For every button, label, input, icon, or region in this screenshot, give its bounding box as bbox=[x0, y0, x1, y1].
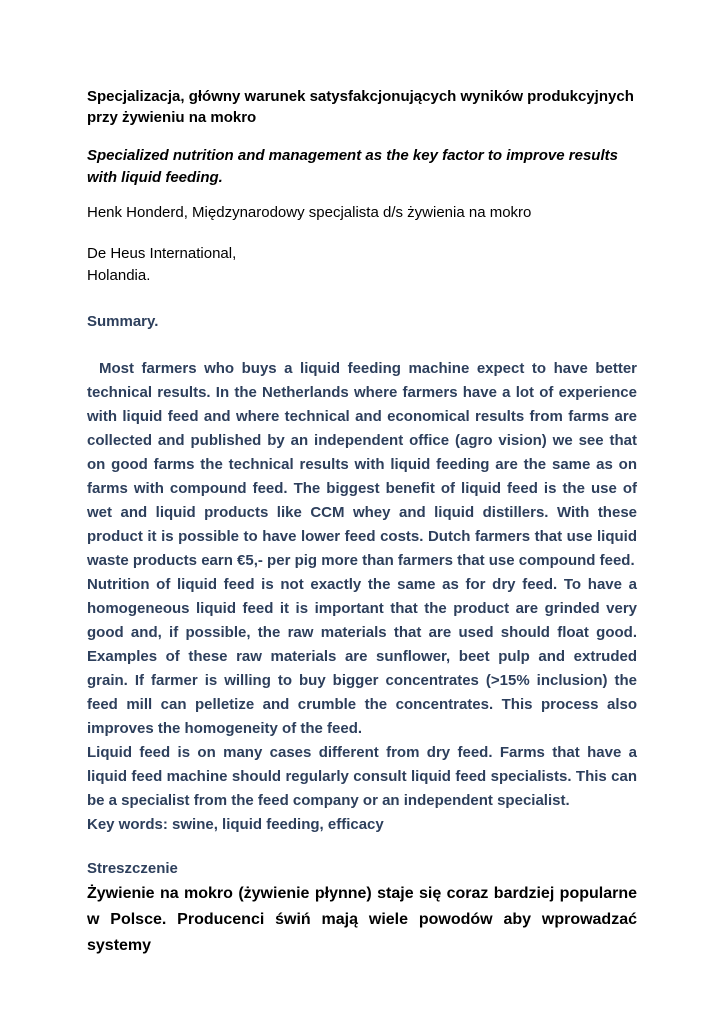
streszczenie-heading: Streszczenie bbox=[87, 860, 178, 877]
summary-paragraph: Most farmers who buys a liquid feeding machine expect to have better technical results. In the Netherlands where farmers have a lot of experience with liquid feed and where technical and economical results from farms are collected and published by an independent office (agro vision) we see that on good farms the technical results with liquid feeding are the same as on farms with compound feed. The biggest benefit of liquid feed is the use of wet and liquid products like CCM whey and liquid distillers. With these product it is possible to have lower feed costs. Dutch farmers that use liquid waste products earn €5,- per pig more than farmers that use compound feed. bbox=[87, 360, 637, 569]
affiliation-company: De Heus International, bbox=[87, 245, 237, 262]
title-english: Specialized nutrition and management as the key factor to improve results with liquid feeding. bbox=[87, 147, 618, 186]
keywords-line: Key words: swine, liquid feeding, efficacy bbox=[87, 816, 384, 833]
author-line: Henk Honderd, Międzynarodowy specjalista d/s żywienia na mokro bbox=[87, 204, 532, 221]
affiliation bbox=[87, 243, 637, 287]
summary-paragraph: Liquid feed is on many cases different from dry feed. Farms that have a liquid feed machine should regularly consult liquid feed specialists. This can be a specialist from the feed company or an independent specialist. bbox=[87, 744, 637, 809]
streszczenie-text: Żywienie na mokro (żywienie płynne) staje się coraz bardziej popularne w Polsce. Producenci świń mają wiele powodów aby wprowadzać systemy bbox=[87, 885, 637, 954]
summary-body bbox=[87, 357, 637, 837]
summary-paragraph: Nutrition of liquid feed is not exactly the same as for dry feed. To have a homogeneous liquid feed it is important that the product are grinded very good and, if possible, the raw materials that are used should float good. Examples of these raw materials are sunflower, beet pulp and extruded grain. If farmer is willing to buy bigger concentrates (>15% inclusion) the feed mill can pelletize and crumble the concentrates. This process also improves the homogeneity of the feed. bbox=[87, 576, 637, 737]
title-polish: Specjalizacja, główny warunek satysfakcjonujących wyników produkcyjnych przy żywieniu na mokro bbox=[87, 88, 634, 126]
summary-heading: Summary. bbox=[87, 313, 159, 330]
affiliation-country: Holandia. bbox=[87, 267, 151, 284]
